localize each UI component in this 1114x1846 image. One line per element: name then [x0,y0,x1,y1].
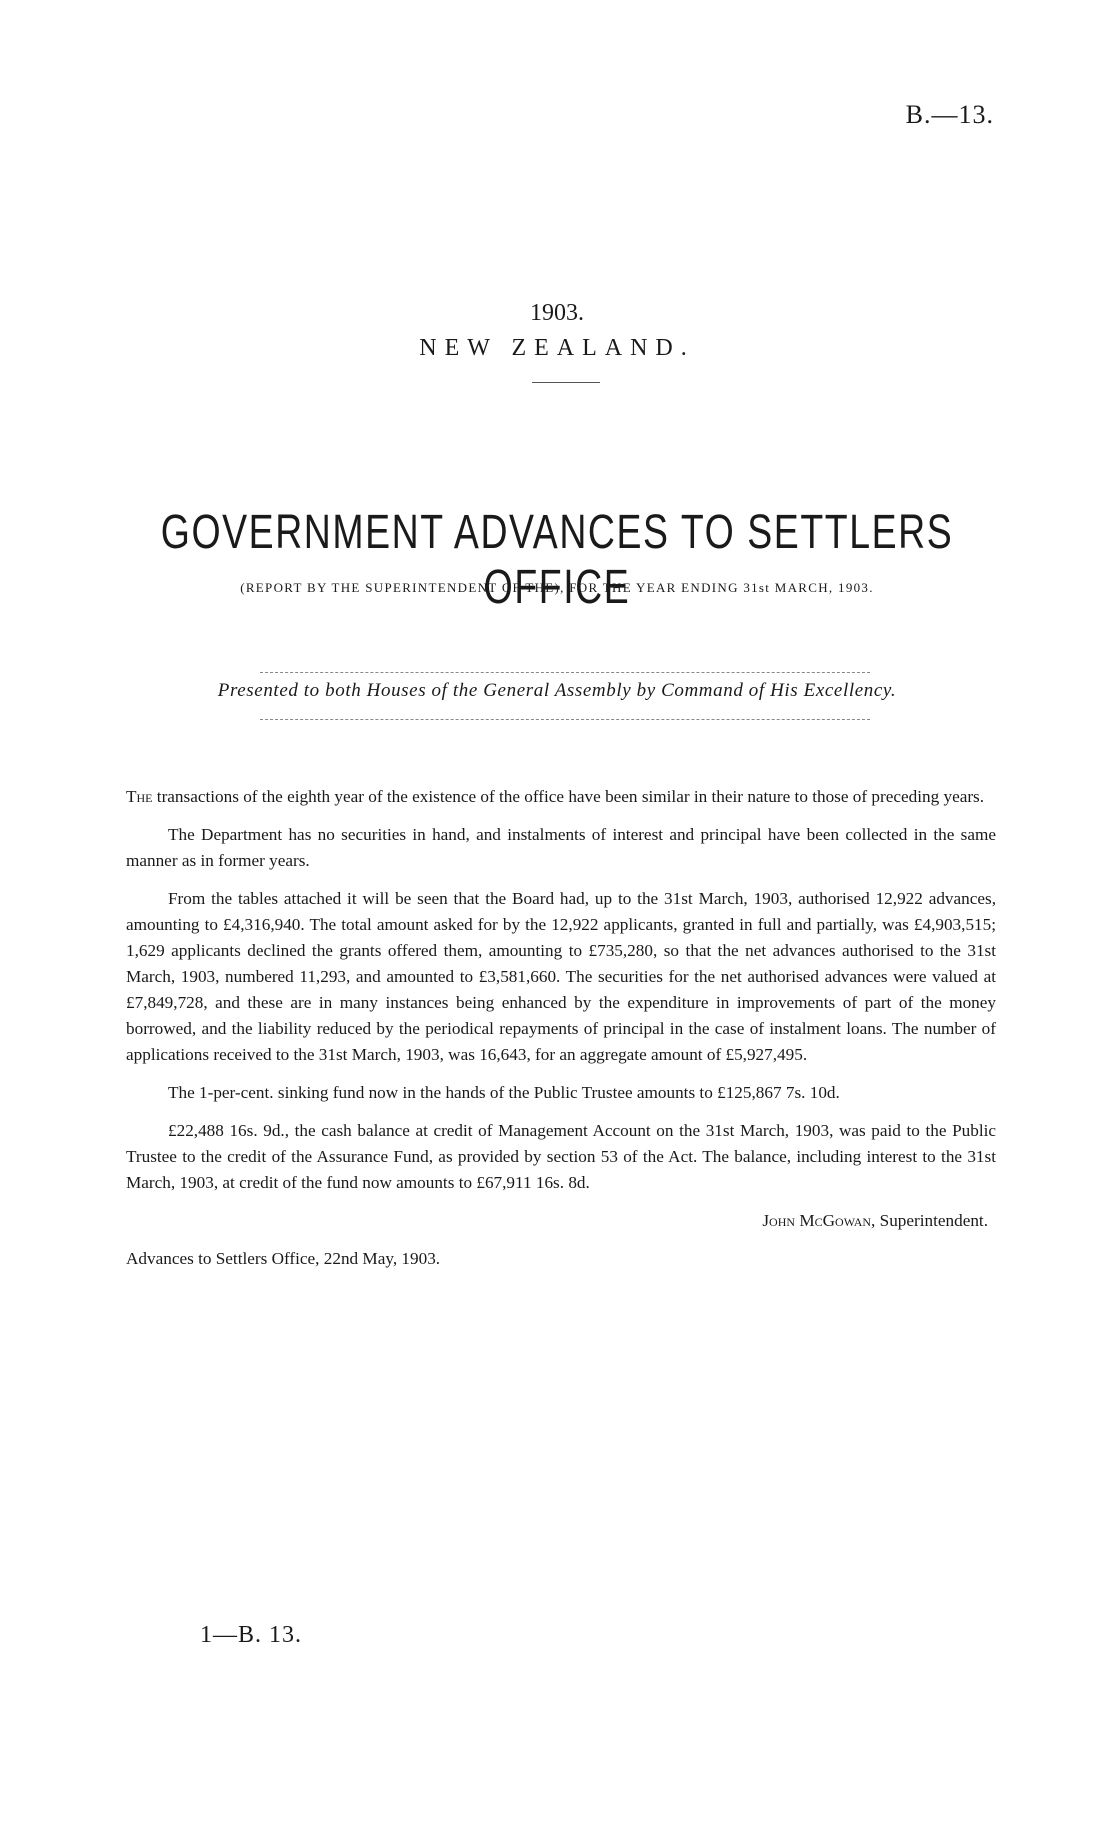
paragraph-1-text: transactions of the eighth year of the existence of the office have been similar in their nature to those of preceding years. [152,787,985,806]
short-divider [532,382,600,383]
paragraph-3: From the tables attached it will be seen that the Board had, up to the 31st March, 1903, authorised 12,922 advances, amounting to £4,316,940. The total amount asked for by the 12,922 applicants, granted in full and partially, was £4,903,515; 1,629 applicants declined the grants offered them, amounting to £735,280, so that the net advances authorised to the 31st March, 1903, numbered 11,293, and amounted to £3,581,660. The securities for the net authorised advances were valued at £7,849,728, and these are in many instances being enhanced by the expenditure in improvements of part of the money borrowed, and the liability reduced by the periodical repayments of principal in the case of instalment loans. The number of applications received to the 31st March, 1903, was 16,643, for an aggregate amount of £5,927,495. [126,889,996,1064]
presented-statement: Presented to both Houses of the General Assembly by Command of His Excellency. [217,680,897,701]
signature [126,1208,996,1234]
presented-top-rule [260,672,870,673]
signature-title: , Superintendent. [871,1211,988,1230]
country-heading: NEW ZEALAND. [419,335,695,361]
publication-year: 1903. [530,300,584,326]
document-reference: B.—13. [905,100,994,129]
report-title: GOVERNMENT ADVANCES TO SETTLERS OFFICE [160,506,954,614]
report-subtitle: (REPORT BY THE SUPERINTENDENT OF THE), FOR THE YEAR ENDING 31st MARCH, 1903. [240,580,874,595]
dateline: Advances to Settlers Office, 22nd May, 1903. [126,1249,441,1268]
paragraph-5: £22,488 16s. 9d., the cash balance at credit of Management Account on the 31st March, 1903, was paid to the Public Trustee to the credit of the Assurance Fund, as provided by section 53 of the Act. The balance, including interest to the 31st March, 1903, at credit of the fund now amounts to £67,911 16s. 8d. [126,1121,996,1192]
paragraph-2: The Department has no securities in hand, and instalments of interest and principal have been collected in the same manner as in former years. [126,825,996,870]
report-body [126,784,996,1284]
paragraph-4: The 1-per-cent. sinking fund now in the hands of the Public Trustee amounts to £125,867 7s. 10d. [168,1083,840,1102]
paragraph-1 [126,784,996,810]
presented-bottom-rule [260,719,870,720]
paragraph-1-lead: The [126,787,153,806]
footer-reference: 1—B. 13. [200,1622,303,1648]
signature-name: John McGowan [762,1211,872,1230]
